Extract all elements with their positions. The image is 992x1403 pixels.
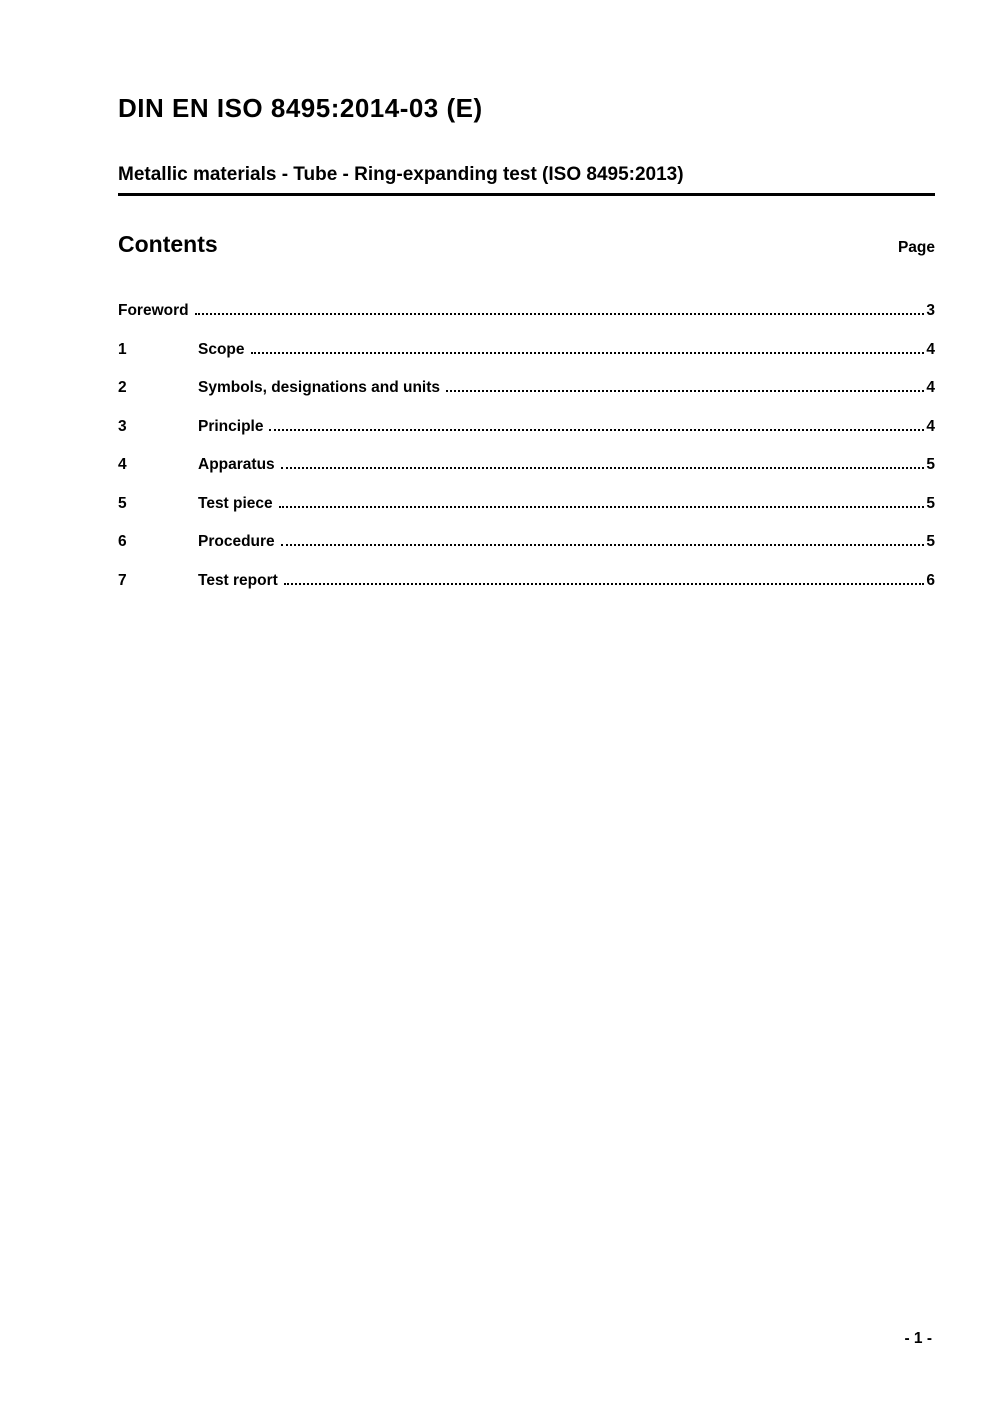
- toc-entry-apparatus: [118, 454, 935, 476]
- toc-entry-number: 4: [118, 456, 127, 473]
- document-subtitle: Metallic materials - Tube - Ring-expanding test (ISO 8495:2013): [118, 163, 935, 196]
- dot-leader: [281, 467, 925, 469]
- toc-entry-page: 5: [926, 533, 935, 550]
- dot-leader: [251, 352, 925, 354]
- toc-entry-number: 6: [118, 533, 127, 550]
- dot-leader: [446, 390, 924, 392]
- dot-leader: [284, 583, 925, 585]
- toc-entry-page: 4: [926, 340, 935, 358]
- toc-entry-number: 1: [118, 340, 127, 358]
- toc-entry-number: 2: [118, 379, 127, 396]
- toc-entry-title: Foreword: [118, 302, 189, 319]
- toc-entry-foreword: [118, 300, 935, 322]
- footer-page-number: - 1 -: [904, 1330, 932, 1347]
- document-title: DIN EN ISO 8495:2014-03 (E): [118, 93, 483, 123]
- toc-entry-page: 6: [926, 571, 935, 589]
- contents-heading: Contents: [118, 231, 218, 257]
- table-of-contents: [118, 300, 935, 592]
- toc-entry-page: 5: [926, 494, 935, 512]
- toc-entry-title: Test report: [198, 571, 278, 589]
- toc-entry-page: 4: [926, 417, 935, 435]
- toc-entry-page: 5: [926, 456, 935, 473]
- dot-leader: [195, 313, 925, 315]
- toc-entry-scope: [118, 339, 935, 361]
- toc-entry-number: 3: [118, 417, 127, 435]
- toc-entry-symbols-designations-units: [118, 377, 935, 399]
- page-column-label: Page: [897, 239, 935, 256]
- toc-entry-number: 5: [118, 494, 127, 512]
- dot-leader: [281, 544, 925, 546]
- dot-leader: [269, 429, 924, 431]
- toc-entry-procedure: [118, 531, 935, 553]
- toc-entry-title: Scope: [198, 340, 245, 358]
- toc-entry-page: 4: [926, 379, 935, 396]
- toc-entry-title: Principle: [198, 417, 264, 435]
- toc-entry-test-report: [118, 570, 935, 592]
- contents-header: [118, 230, 935, 258]
- toc-entry-test-piece: [118, 493, 935, 515]
- toc-entry-page: 3: [926, 302, 935, 319]
- toc-entry-number: 7: [118, 571, 127, 589]
- toc-entry-title: Symbols, designations and units: [198, 379, 441, 396]
- toc-entry-title: Procedure: [198, 533, 275, 550]
- dot-leader: [279, 506, 925, 508]
- toc-entry-title: Apparatus: [198, 456, 275, 473]
- toc-entry-title: Test piece: [198, 494, 273, 512]
- toc-entry-principle: [118, 416, 935, 438]
